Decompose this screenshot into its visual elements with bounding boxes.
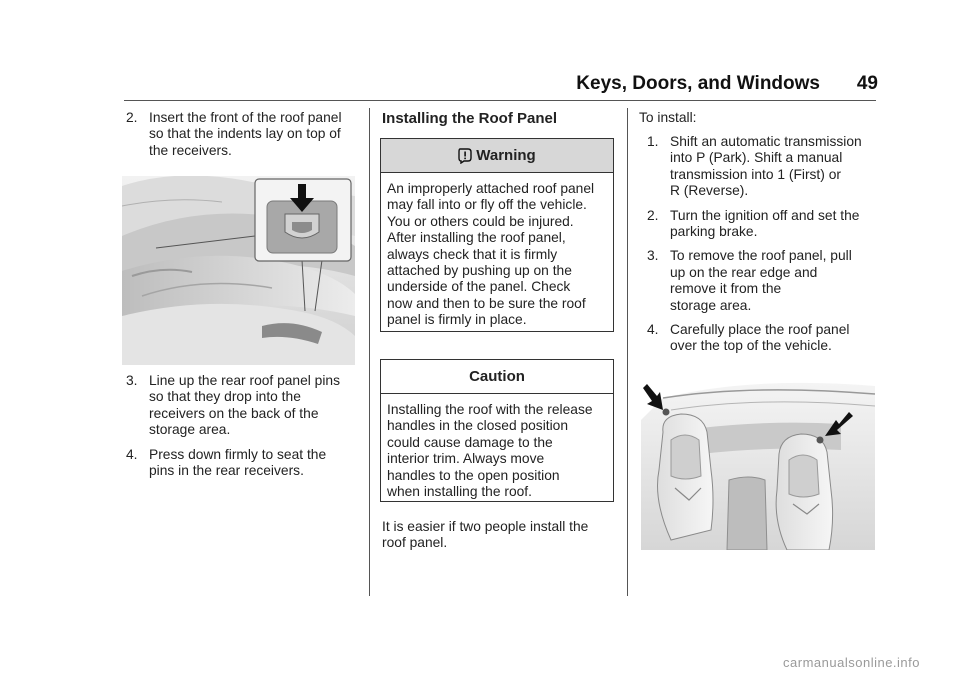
step-3-line-up-pins: 3. Line up the rear roof panel pins so that they drop into the receivers on the back of the storage area. — [126, 373, 340, 438]
install-step-4: 4. Carefully place the roof panel over the top of the vehicle. — [647, 322, 850, 354]
watermark: carmanualsonline.info — [783, 655, 920, 670]
left-column — [122, 110, 362, 167]
column-divider-left — [369, 108, 370, 596]
warning-header: Warning — [381, 139, 613, 173]
column-divider-right — [627, 108, 628, 596]
section-header-title: Keys, Doors, and Windows — [576, 73, 820, 94]
roof-receiver-illustration — [122, 176, 355, 365]
warning-box — [380, 138, 614, 332]
caution-box — [380, 359, 614, 502]
roof-placement-illustration — [641, 380, 875, 550]
warning-body: An improperly attached roof panel may fall into or fly off the vehicle. You or others could be injured. After installing the roof panel, always check that it is firmly attached by pushing up on the underside of the panel. Check now and then to be sure the roof panel is firmly in place. — [387, 181, 595, 328]
install-step-1: 1. Shift an automatic transmission into P (Park). Shift a manual transmission into 1 (First) or R (Reverse). — [647, 134, 862, 199]
left-column-lower — [122, 373, 362, 487]
page-number: 49 — [856, 73, 878, 94]
install-steps — [643, 134, 883, 363]
install-step-2: 2. Turn the ignition off and set the parking brake. — [647, 207, 860, 240]
to-install-intro: To install: — [639, 110, 697, 125]
step-4-press-down: 4. Press down firmly to seat the pins in the rear receivers. — [126, 446, 327, 479]
section-title: Installing the Roof Panel — [382, 110, 558, 127]
step-2-insert-front: 2. Insert the front of the roof panel so that the indents lay on top of the receivers. — [126, 110, 342, 158]
header-divider — [124, 100, 876, 101]
caution-body: Installing the roof with the release handles in the closed position could cause damage to the interior trim. Always move handles to the open position when installing the roof. — [387, 402, 593, 500]
caution-header: Caution — [381, 360, 613, 394]
two-people-tip: It is easier if two people install the roof panel. — [382, 519, 589, 551]
install-step-3: 3. To remove the roof panel, pull up on the rear edge and remove it from the storage area. — [647, 248, 852, 313]
warning-symbol-icon — [458, 148, 472, 164]
